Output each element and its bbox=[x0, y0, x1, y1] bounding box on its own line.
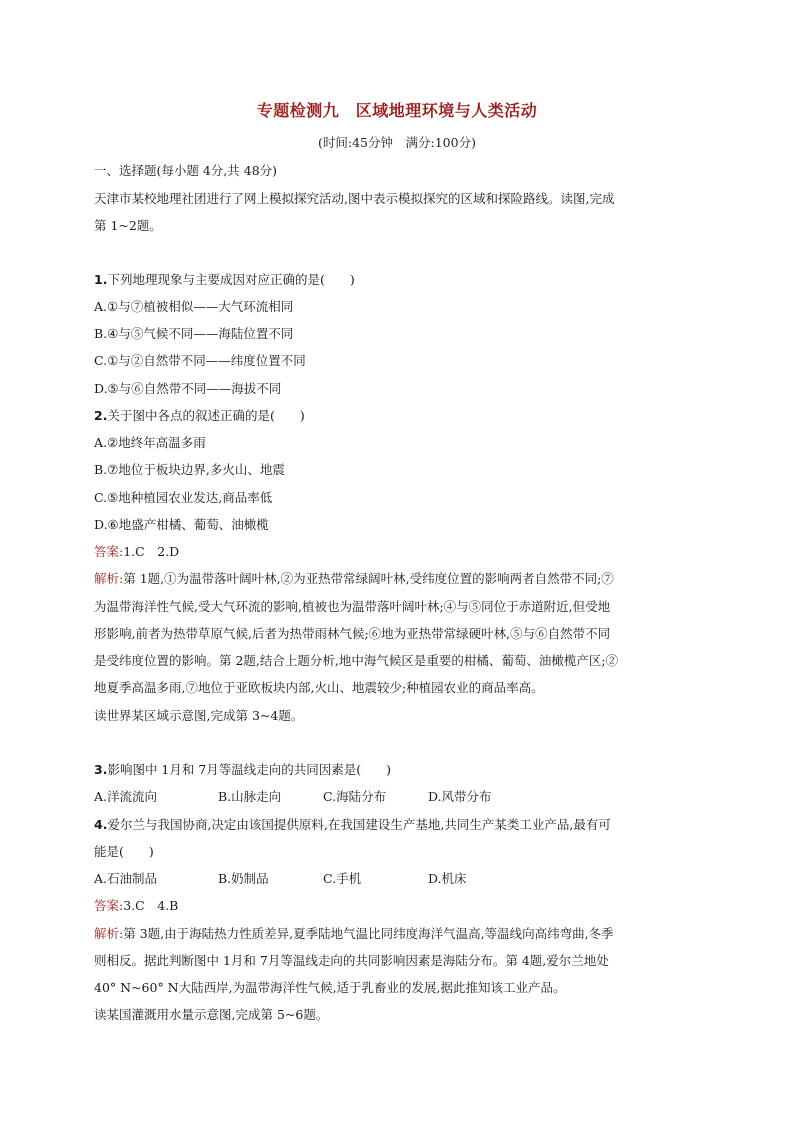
answer-value: 3.C 4.B bbox=[123, 898, 179, 913]
analysis-label: 解析: bbox=[94, 571, 124, 586]
exam-time-info: (时间:45分钟 满分:100分) bbox=[318, 135, 476, 150]
answer-label: 答案: bbox=[94, 544, 124, 559]
question-stem: 下列地理现象与主要成因对应正确的是( ) bbox=[107, 272, 355, 287]
question-2-option-b: B.⑦地位于板块边界,多火山、地震 bbox=[94, 462, 285, 477]
intro-text-2: 读世界某区域示意图,完成第 3~4题。 bbox=[94, 708, 304, 723]
question-1-option-c: C.①与②自然带不同——纬度位置不同 bbox=[94, 353, 306, 368]
analysis-1-line-4: 是受纬度位置的影响。第 2题,结合上题分析,地中海气候区是重要的柑橘、葡萄、油橄榄产区;② bbox=[94, 653, 619, 668]
question-1-option-a: A.①与⑦植被相似——大气环流相同 bbox=[94, 299, 294, 314]
analysis-2-line-1 bbox=[94, 924, 614, 942]
answer-label: 答案: bbox=[94, 898, 124, 913]
answer-1 bbox=[94, 542, 179, 560]
question-4-option-c: C.手机 bbox=[323, 871, 362, 886]
question-4-line-1 bbox=[94, 815, 611, 833]
intro-text-1-line-2: 第 1~2题。 bbox=[94, 218, 162, 233]
analysis-text: 第 3题,由于海陆热力性质差异,夏季陆地气温比同纬度海洋气温高,等温线向高纬弯曲,冬季 bbox=[123, 926, 614, 941]
question-3-option-b: B.山脉走向 bbox=[218, 789, 282, 804]
answer-2 bbox=[94, 896, 178, 914]
analysis-1-line-5: 地夏季高温多雨,⑦地位于亚欧板块内部,火山、地震较少;种植园农业的商品率高。 bbox=[94, 680, 544, 695]
question-2-option-a: A.②地终年高温多雨 bbox=[94, 435, 206, 450]
analysis-label: 解析: bbox=[94, 926, 124, 941]
analysis-1-line-3: 形影响,前者为热带草原气候,后者为热带雨林气候;⑥地为亚热带常绿硬叶林,⑤与⑥自然带不同 bbox=[94, 626, 611, 641]
question-3-option-d: D.风带分布 bbox=[428, 789, 492, 804]
analysis-2-line-3: 40° N~60° N大陆西岸,为温带海洋性气候,适于乳畜业的发展,据此推知该工业产品。 bbox=[94, 980, 566, 995]
question-3-option-c: C.海陆分布 bbox=[323, 789, 387, 804]
question-1 bbox=[94, 270, 355, 288]
question-stem: 爱尔兰与我国协商,决定由该国提供原料,在我国建设生产基地,共同生产某类工业产品,最有可 bbox=[107, 817, 611, 832]
question-number: 2. bbox=[94, 408, 108, 423]
intro-text-3: 读某国灌溉用水量示意图,完成第 5~6题。 bbox=[94, 1007, 329, 1022]
question-3 bbox=[94, 760, 391, 778]
question-stem: 影响图中 1月和 7月等温线走向的共同因素是( ) bbox=[107, 762, 392, 777]
question-stem: 关于图中各点的叙述正确的是( ) bbox=[107, 408, 305, 423]
analysis-1-line-2: 为温带海洋性气候,受大气环流的影响,植被也为温带落叶阔叶林;④与⑤同位于赤道附近,但受地 bbox=[94, 599, 611, 614]
question-2-option-d: D.⑥地盛产柑橘、葡萄、油橄榄 bbox=[94, 517, 269, 532]
question-number: 4. bbox=[94, 817, 108, 832]
question-3-option-a: A.洋流流向 bbox=[94, 789, 158, 804]
question-2-option-c: C.⑤地种植园农业发达,商品率低 bbox=[94, 490, 273, 505]
analysis-1-line-1 bbox=[94, 569, 614, 587]
section-heading: 一、选择题(每小题 4分,共 48分) bbox=[94, 163, 278, 178]
question-4-options bbox=[94, 869, 467, 887]
question-4-line-2: 能是( ) bbox=[94, 844, 154, 859]
question-4-option-d: D.机床 bbox=[428, 871, 467, 886]
question-4-option-a: A.石油制品 bbox=[94, 871, 158, 886]
intro-text-1-line-1: 天津市某校地理社团进行了网上模拟探究活动,图中表示模拟探究的区域和探险路线。读图,完成 bbox=[94, 191, 615, 206]
question-1-option-d: D.⑤与⑥自然带不同——海拔不同 bbox=[94, 381, 282, 396]
answer-value: 1.C 2.D bbox=[123, 544, 180, 559]
question-1-option-b: B.④与⑤气候不同——海陆位置不同 bbox=[94, 326, 294, 341]
page-title: 专题检测九 区域地理环境与人类活动 bbox=[256, 101, 538, 120]
question-number: 3. bbox=[94, 762, 108, 777]
analysis-text: 第 1题,①为温带落叶阔叶林,②为亚热带常绿阔叶林,受纬度位置的影响两者自然带不同;⑦ bbox=[123, 571, 614, 586]
question-number: 1. bbox=[94, 272, 108, 287]
question-3-options bbox=[94, 787, 492, 805]
analysis-2-line-2: 则相反。据此判断图中 1月和 7月等温线走向的共同影响因素是海陆分布。第 4题,爱尔兰地处 bbox=[94, 953, 609, 968]
question-2 bbox=[94, 406, 305, 424]
question-4-option-b: B.奶制品 bbox=[218, 871, 269, 886]
